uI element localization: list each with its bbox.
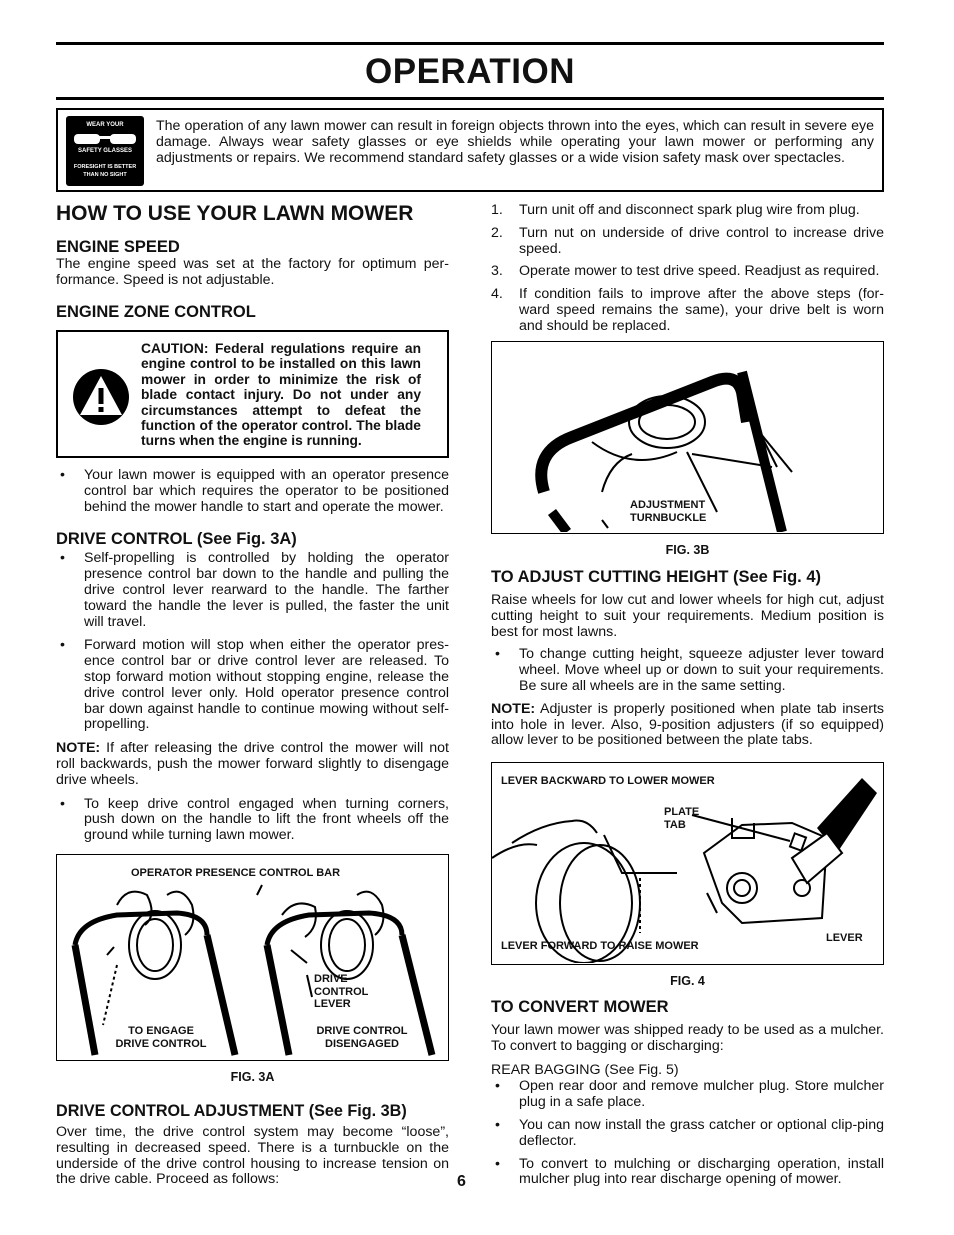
drive-control-bullet-1: • Self-propelling is controlled by holding the operator presence control bar down to the handle and pulling the drive control lever rearward to the handle. The farther toward the handle the lever is pulled, the faster the unit will travel. (60, 550, 449, 630)
adjustment-heading: DRIVE CONTROL ADJUSTMENT (See Fig. 3B) (56, 1102, 407, 1120)
convert-bullet-1: • Open rear door and remove mulcher plug. Store mulcher plug in a safe place. (495, 1078, 884, 1111)
safety-glasses-badge (66, 116, 144, 186)
cutting-height-text: Raise wheels for low cut and lower wheels for high cut, adjust cutting height to suit your requirements. Medium position is best for most lawns. (491, 592, 884, 640)
rear-bagging-subheading: REAR BAGGING (See Fig. 5) (491, 1061, 679, 1078)
caution-text: CAUTION: Federal regulations require an engine control to be installed on this lawn mower in order to minimize the risk of blade contact injury. Do not under any circumstances attempt to defeat the function of the operator control. The blade turns when the engine is running. (141, 341, 421, 449)
convert-section (491, 998, 884, 1188)
badge-line-4: THAN NO SIGHT (83, 172, 127, 178)
fig4-plate-tab-label: PLATE TAB (664, 806, 700, 831)
drive-control-heading: DRIVE CONTROL (See Fig. 3A) (56, 530, 297, 549)
fig4-illustration (492, 763, 882, 963)
left-column-part2 (56, 468, 449, 844)
step-1: 1. Turn unit off and disconnect spark plug wire from plug. (491, 202, 860, 218)
engine-speed-heading: ENGINE SPEED (56, 238, 180, 256)
glasses-icon (70, 132, 140, 146)
badge-line-2: SAFETY GLASSES (78, 148, 132, 154)
fig3a-top-label: OPERATOR PRESENCE CONTROL BAR (131, 867, 341, 879)
convert-bullet-3: • To convert to mulching or discharging operation, install mulcher plug into rear discharge opening of mower. (495, 1155, 884, 1188)
fig3b-turnbuckle-label: ADJUSTMENT TURNBUCKLE (630, 499, 707, 524)
engine-speed-text: The engine speed was set at the factory for optimum per-formance. Speed is not adjustable. (56, 256, 449, 288)
convert-heading: TO CONVERT MOWER (491, 998, 669, 1016)
step-2: 2. Turn nut on underside of drive control to increase drive speed. (491, 224, 884, 257)
presence-bar-bullet: • Your lawn mower is equipped with an operator presence control bar which requires the operator to be positioned behind the mower handle to start and operate the mower. (60, 467, 449, 515)
cutting-height-heading: TO ADJUST CUTTING HEIGHT (See Fig. 4) (491, 568, 822, 586)
fig3a-engage-label: TO ENGAGE DRIVE CONTROL (115, 1025, 207, 1050)
top-rule (56, 42, 884, 45)
right-column (491, 203, 884, 335)
adjustment-section (56, 1102, 449, 1188)
warning-triangle-icon (72, 368, 130, 426)
left-column (56, 202, 449, 322)
cutting-height-section (491, 568, 884, 749)
step-4: 4. If condition fails to improve after the above steps (for-ward speed remains the same), your drive belt is worn and should be replaced. (491, 286, 884, 334)
adjustment-text: Over time, the drive control system may become “loose”, resulting in decreased speed. There is a turnbuckle on the underside of the drive control housing to increase tension on the drive cable. Proceed as follows: (56, 1124, 449, 1188)
title-rule (56, 97, 884, 100)
section-heading-how-to-use: HOW TO USE YOUR LAWN MOWER (56, 202, 414, 225)
drive-control-bullet-3: • To keep drive control engaged when turning corners, push down on the handle to lift the front wheels off the ground while turning lawn mower. (60, 795, 449, 844)
figure-4 (491, 762, 884, 965)
page-number: 6 (457, 1173, 466, 1190)
figure-3b (491, 341, 884, 534)
fig4-top-label: LEVER BACKWARD TO LOWER MOWER (501, 775, 715, 787)
fig4-bottom-label: LEVER FORWARD TO RAISE MOWER (501, 940, 699, 952)
drive-control-note: NOTE: If after releasing the drive control the mower will not roll backwards, push the mower forward slightly to disengage drive wheels. (56, 740, 449, 788)
drive-control-bullet-2: • Forward motion will stop when either the operator pres-ence control bar or drive control lever are released. To stop forward motion without stopping engine, release the drive control lever only. Hold operator presence control bar down against handle to continue mowing without self-propelling. (60, 637, 449, 733)
safety-notice-text: The operation of any lawn mower can result in foreign objects thrown into the eyes, which can result in severe eye damage. Always wear safety glasses or eye shields while operating your lawn mower or performing any adjustments or repairs. We recommend standard safety glasses or a wide vision safety mask over spectacles. (156, 118, 874, 166)
fig3a-disengaged-label: DRIVE CONTROL DISENGAGED (316, 1025, 408, 1050)
figure-3a (56, 854, 449, 1061)
step-3: 3. Operate mower to test drive speed. Readjust as required. (491, 263, 880, 280)
safety-notice-box (56, 108, 884, 192)
fig3a-drive-lever-label: DRIVE CONTROL LEVER (314, 973, 369, 1010)
engine-zone-heading: ENGINE ZONE CONTROL (56, 302, 256, 321)
fig4-lever-label: LEVER (826, 932, 863, 944)
cutting-height-bullet: • To change cutting height, squeeze adjuster lever toward wheel. Move wheel up or down to suit your requirements. Be sure all wheels are in the same setting. (495, 646, 884, 694)
convert-text: Your lawn mower was shipped ready to be used as a mulcher. To convert to bagging or discharging: (491, 1022, 884, 1054)
caution-box (56, 330, 449, 458)
badge-line-1: WEAR YOUR (86, 122, 124, 128)
cutting-height-note: NOTE: Adjuster is properly positioned when plate tab inserts into hole in lever. Also, 9-position adjusters (if so equipped) allow lever to be positioned between the plate tabs. (491, 700, 884, 749)
fig3a-caption: FIG. 3A (230, 1070, 275, 1084)
page-title: OPERATION (365, 52, 575, 91)
fig3b-caption: FIG. 3B (665, 543, 710, 557)
badge-line-3: FORESIGHT IS BETTER (73, 164, 137, 170)
fig4-caption: FIG. 4 (670, 974, 705, 988)
convert-bullet-2: • You can now install the grass catcher or optional clip-ping deflector. (495, 1116, 884, 1149)
